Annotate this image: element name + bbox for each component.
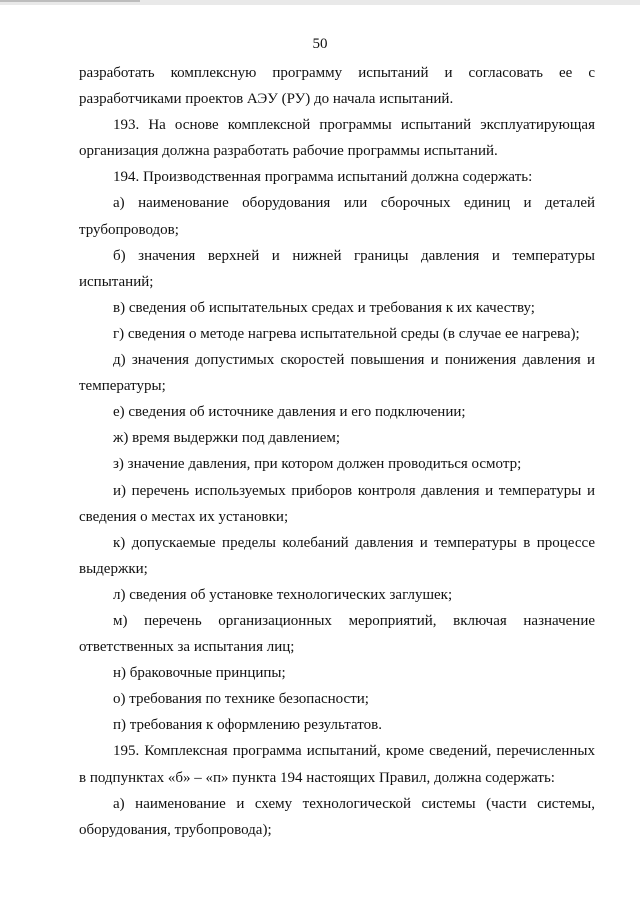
paragraph: 193. На основе комплексной программы испытаний эксплуатирующая организация должна разработать рабочие программы испытаний. <box>79 117 595 160</box>
list-item: д) значения допустимых скоростей повышения и понижения давления и температуры; <box>79 352 595 395</box>
list-item: к) допускаемые пределы колебаний давления и температуры в процессе выдержки; <box>79 534 595 577</box>
paragraph: 194. Производственная программа испытаний должна содержать: <box>113 169 533 186</box>
paragraph: 195. Комплексная программа испытаний, кроме сведений, перечисленных в подпунктах «б» – «п» пункта 194 настоящих Правил, должна содержать: <box>79 743 595 786</box>
document-body <box>79 60 595 843</box>
scan-edge <box>0 0 640 5</box>
list-item: з) значение давления, при котором должен проводиться осмотр; <box>113 456 522 473</box>
paragraph: разработать комплексную программу испытаний и согласовать ее с <box>79 65 595 81</box>
list-item: б) значения верхней и нижней границы давления и температуры испытаний; <box>79 247 595 290</box>
list-item: г) сведения о методе нагрева испытательной среды (в случае ее нагрева); <box>113 325 580 342</box>
list-item: и) перечень используемых приборов контроля давления и температуры и сведения о местах их установки; <box>79 482 595 525</box>
list-item: л) сведения об установке технологических заглушек; <box>113 586 453 603</box>
page-number: 50 <box>312 36 328 52</box>
list-item: е) сведения об источнике давления и его подключении; <box>113 404 466 421</box>
list-item: п) требования к оформлению результатов. <box>113 717 382 734</box>
list-item: в) сведения об испытательных средах и требования к их качеству; <box>113 299 535 316</box>
list-item: а) наименование и схему технологической системы (части системы, оборудования, трубопровода); <box>79 795 595 838</box>
list-item: м) перечень организационных мероприятий, включая назначение ответственных за испытания лиц; <box>79 612 595 656</box>
list-item: н) браковочные принципы; <box>113 665 286 682</box>
paragraph: разработчиками проектов АЭУ (РУ) до начала испытаний. <box>79 91 454 108</box>
list-item: ж) время выдержки под давлением; <box>113 430 341 447</box>
list-item: о) требования по технике безопасности; <box>113 691 369 708</box>
list-item: а) наименование оборудования или сборочных единиц и деталей трубопроводов; <box>79 195 595 238</box>
